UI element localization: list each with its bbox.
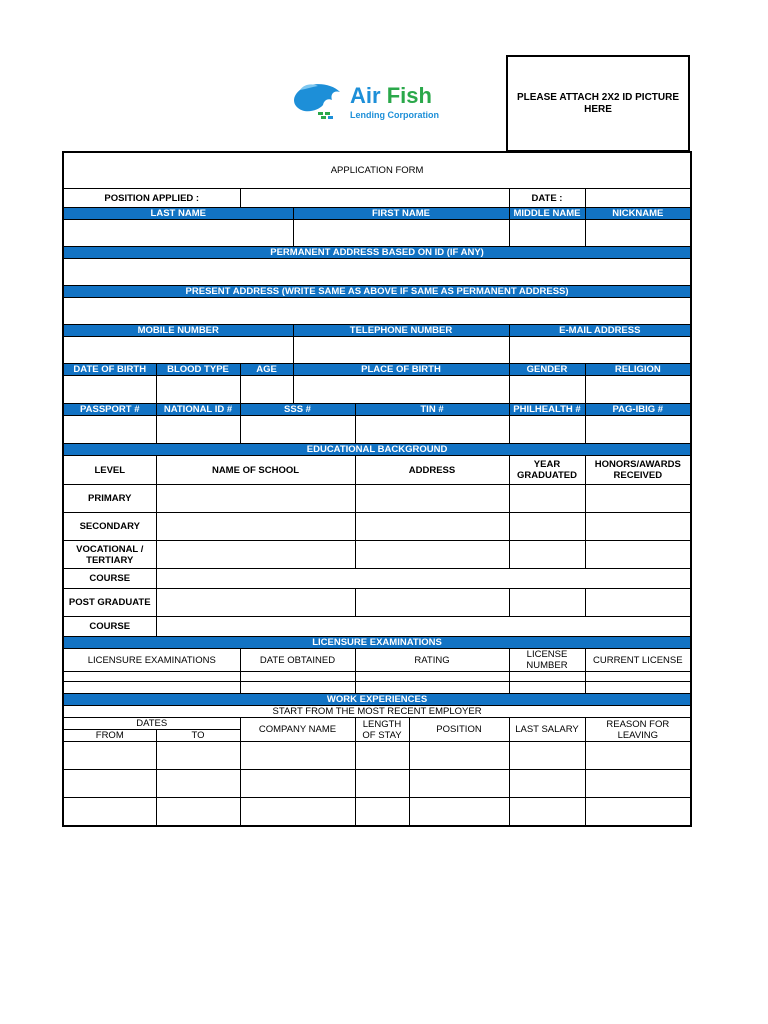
work-from-field-1[interactable] <box>63 742 156 770</box>
application-form-table <box>62 151 692 827</box>
current-license-column: CURRENT LICENSE <box>585 649 691 672</box>
first-name-field[interactable] <box>293 220 509 247</box>
primary-address-field[interactable] <box>355 485 509 513</box>
religion-field[interactable] <box>585 376 691 404</box>
license-number-field-1[interactable] <box>509 672 585 682</box>
national-id-header: NATIONAL ID # <box>156 404 240 416</box>
rating-column: RATING <box>355 649 509 672</box>
work-subheader: START FROM THE MOST RECENT EMPLOYER <box>63 706 691 718</box>
date-of-birth-header: DATE OF BIRTH <box>63 364 156 376</box>
licensure-exam-field-1[interactable] <box>63 672 240 682</box>
id-picture-box[interactable] <box>506 55 690 152</box>
licensure-exam-field-2[interactable] <box>63 682 240 694</box>
pag-ibig-header: PAG-IBIG # <box>585 404 691 416</box>
secondary-year-field[interactable] <box>509 513 585 541</box>
reason-field-3[interactable] <box>585 798 691 826</box>
company-logo <box>290 78 480 128</box>
blood-type-header: BLOOD TYPE <box>156 364 240 376</box>
reason-field-1[interactable] <box>585 742 691 770</box>
form-title: APPLICATION FORM <box>63 152 691 189</box>
dates-label: DATES <box>63 718 240 730</box>
licensure-exam-column: LICENSURE EXAMINATIONS <box>63 649 240 672</box>
telephone-number-header: TELEPHONE NUMBER <box>293 325 509 337</box>
logo-subtitle: Lending Corporation <box>350 110 439 120</box>
current-license-field-1[interactable] <box>585 672 691 682</box>
work-to-field-1[interactable] <box>156 742 240 770</box>
mobile-number-header: MOBILE NUMBER <box>63 325 293 337</box>
reason-field-2[interactable] <box>585 770 691 798</box>
company-name-field-2[interactable] <box>240 770 355 798</box>
post-graduate-course-field[interactable] <box>156 617 691 637</box>
secondary-address-field[interactable] <box>355 513 509 541</box>
position-field-1[interactable] <box>409 742 509 770</box>
company-name-field-3[interactable] <box>240 798 355 826</box>
level-column-header: LEVEL <box>63 456 156 485</box>
age-field[interactable] <box>240 376 293 404</box>
primary-year-field[interactable] <box>509 485 585 513</box>
middle-name-header: MIDDLE NAME <box>509 208 585 220</box>
date-obtained-field-1[interactable] <box>240 672 355 682</box>
vocational-school-field[interactable] <box>156 541 355 569</box>
post-graduate-school-field[interactable] <box>156 589 355 617</box>
passport-field[interactable] <box>63 416 156 444</box>
work-to-field-2[interactable] <box>156 770 240 798</box>
first-name-header: FIRST NAME <box>293 208 509 220</box>
to-label: TO <box>156 730 240 742</box>
company-name-label: COMPANY NAME <box>240 718 355 742</box>
year-graduated-column-header: YEAR GRADUATED <box>509 456 585 485</box>
date-label: DATE : <box>509 189 585 208</box>
post-graduate-honors-field[interactable] <box>585 589 691 617</box>
date-field[interactable] <box>585 189 691 208</box>
last-salary-label: LAST SALARY <box>509 718 585 742</box>
length-of-stay-field-1[interactable] <box>355 742 409 770</box>
nickname-field[interactable] <box>585 220 691 247</box>
permanent-address-field[interactable] <box>63 259 691 286</box>
email-address-field[interactable] <box>509 337 691 364</box>
age-header: AGE <box>240 364 293 376</box>
logo-name-air: Air <box>350 83 387 108</box>
licensure-header: LICENSURE EXAMINATIONS <box>63 637 691 649</box>
national-id-field[interactable] <box>156 416 240 444</box>
education-level-course: COURSE <box>63 569 156 589</box>
telephone-number-field[interactable] <box>293 337 509 364</box>
date-of-birth-field[interactable] <box>63 376 156 404</box>
education-level-secondary: SECONDARY <box>63 513 156 541</box>
last-salary-field-2[interactable] <box>509 770 585 798</box>
license-number-column: LICENSE NUMBER <box>509 649 585 672</box>
primary-school-field[interactable] <box>156 485 355 513</box>
last-name-field[interactable] <box>63 220 293 247</box>
work-position-label: POSITION <box>409 718 509 742</box>
gender-header: GENDER <box>509 364 585 376</box>
educational-background-header: EDUCATIONAL BACKGROUND <box>63 444 691 456</box>
mobile-number-field[interactable] <box>63 337 293 364</box>
philhealth-field[interactable] <box>509 416 585 444</box>
education-level-post-graduate: POST GRADUATE <box>63 589 156 617</box>
post-graduate-year-field[interactable] <box>509 589 585 617</box>
vocational-year-field[interactable] <box>509 541 585 569</box>
license-number-field-2[interactable] <box>509 682 585 694</box>
position-applied-field[interactable] <box>240 189 509 208</box>
school-name-column-header: NAME OF SCHOOL <box>156 456 355 485</box>
middle-name-field[interactable] <box>509 220 585 247</box>
current-license-field-2[interactable] <box>585 682 691 694</box>
id-picture-instruction: PLEASE ATTACH 2X2 ID PICTURE HERE <box>516 91 680 115</box>
education-level-vocational: VOCATIONAL / TERTIARY <box>63 541 156 569</box>
from-label: FROM <box>63 730 156 742</box>
secondary-school-field[interactable] <box>156 513 355 541</box>
present-address-field[interactable] <box>63 298 691 325</box>
philhealth-header: PHILHEALTH # <box>509 404 585 416</box>
length-of-stay-field-2[interactable] <box>355 770 409 798</box>
work-experiences-header: WORK EXPERIENCES <box>63 694 691 706</box>
date-obtained-column: DATE OBTAINED <box>240 649 355 672</box>
secondary-honors-field[interactable] <box>585 513 691 541</box>
education-level-primary: PRIMARY <box>63 485 156 513</box>
position-field-2[interactable] <box>409 770 509 798</box>
honors-awards-column-header: HONORS/AWARDS RECEIVED <box>585 456 691 485</box>
work-to-field-3[interactable] <box>156 798 240 826</box>
length-of-stay-field-3[interactable] <box>355 798 409 826</box>
position-field-3[interactable] <box>409 798 509 826</box>
address-column-header: ADDRESS <box>355 456 509 485</box>
vocational-address-field[interactable] <box>355 541 509 569</box>
work-from-field-2[interactable] <box>63 770 156 798</box>
primary-honors-field[interactable] <box>585 485 691 513</box>
last-salary-field-3[interactable] <box>509 798 585 826</box>
place-of-birth-header: PLACE OF BIRTH <box>293 364 509 376</box>
vocational-honors-field[interactable] <box>585 541 691 569</box>
work-from-field-3[interactable] <box>63 798 156 826</box>
education-level-post-course: COURSE <box>63 617 156 637</box>
nickname-header: NICKNAME <box>585 208 691 220</box>
place-of-birth-field[interactable] <box>293 376 509 404</box>
gender-field[interactable] <box>509 376 585 404</box>
company-name-field-1[interactable] <box>240 742 355 770</box>
last-name-header: LAST NAME <box>63 208 293 220</box>
length-of-stay-label: LENGTH OF STAY <box>355 718 409 742</box>
permanent-address-header: PERMANENT ADDRESS BASED ON ID (IF ANY) <box>63 247 691 259</box>
passport-header: PASSPORT # <box>63 404 156 416</box>
logo-name-fish: Fish <box>386 83 432 108</box>
course-field[interactable] <box>156 569 691 589</box>
sss-header: SSS # <box>240 404 355 416</box>
date-obtained-field-2[interactable] <box>240 682 355 694</box>
position-applied-label: POSITION APPLIED : <box>63 189 240 208</box>
tin-header: TIN # <box>355 404 509 416</box>
present-address-header: PRESENT ADDRESS (WRITE SAME AS ABOVE IF SAME AS PERMANENT ADDRESS) <box>63 286 691 298</box>
post-graduate-address-field[interactable] <box>355 589 509 617</box>
rating-field-1[interactable] <box>355 672 509 682</box>
pag-ibig-field[interactable] <box>585 416 691 444</box>
rating-field-2[interactable] <box>355 682 509 694</box>
blood-type-field[interactable] <box>156 376 240 404</box>
tin-field[interactable] <box>355 416 509 444</box>
sss-field[interactable] <box>240 416 355 444</box>
last-salary-field-1[interactable] <box>509 742 585 770</box>
reason-for-leaving-label: REASON FOR LEAVING <box>585 718 691 742</box>
logo-name <box>350 84 432 108</box>
religion-header: RELIGION <box>585 364 691 376</box>
email-address-header: E-MAIL ADDRESS <box>509 325 691 337</box>
